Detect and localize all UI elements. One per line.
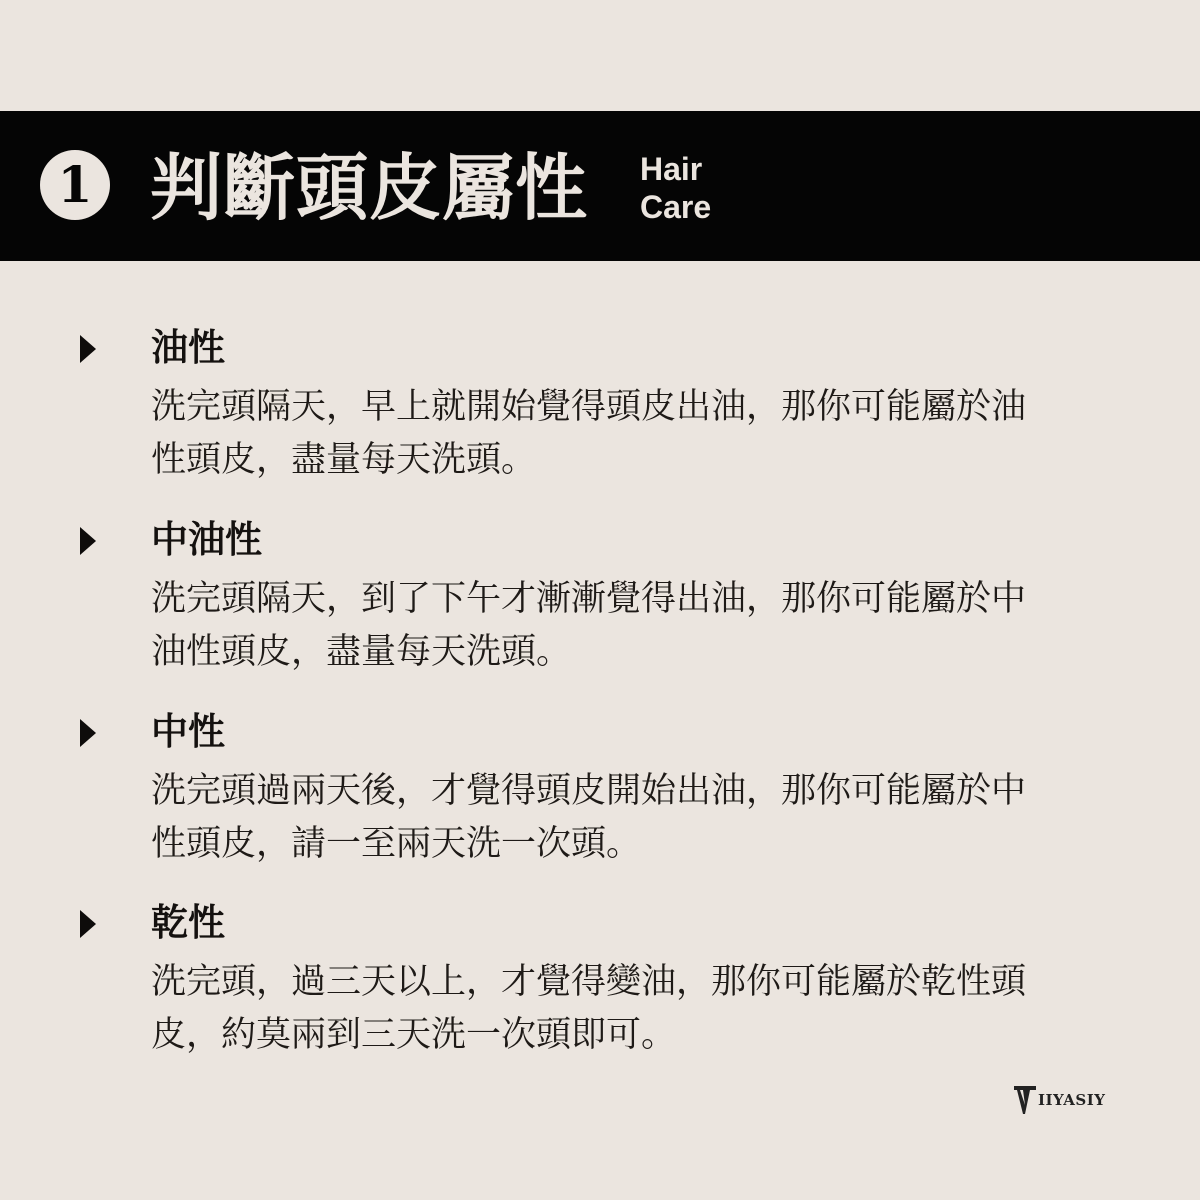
section-heading: 乾性 [151,901,225,944]
section-body-line: 油性頭皮，盡量每天洗頭。 [151,632,572,672]
section-body-line: 皮，約莫兩到三天洗一次頭即可。 [151,1015,677,1055]
section-body-line: 洗完頭隔天，早上就開始覺得頭皮出油，那你可能屬於油 [151,387,1027,427]
subtitle-line-1: Hair [640,151,703,187]
section-body-line: 性頭皮，盡量每天洗頭。 [151,440,537,480]
triangle-right-icon [80,910,96,938]
section-body-line: 洗完頭隔天，到了下午才漸漸覺得出油，那你可能屬於中 [151,579,1027,619]
brand-mark-icon [1014,1083,1036,1117]
triangle-right-icon [80,527,96,555]
section-body-line: 洗完頭過兩天後，才覺得頭皮開始出油，那你可能屬於中 [151,771,1027,811]
page-title: 判斷頭皮屬性 [150,146,589,230]
section-heading: 中性 [151,710,225,753]
section-body [151,381,1056,487]
section-body [151,765,1056,871]
triangle-right-icon [80,719,96,747]
triangle-right-icon [80,335,96,363]
section-heading: 油性 [151,326,225,369]
section-heading: 中油性 [151,518,262,561]
subtitle [640,150,711,226]
brand-text: IIYASIY [1038,1091,1106,1109]
section-body-line: 洗完頭，過三天以上，才覺得變油，那你可能屬於乾性頭 [151,962,1027,1002]
section-body [151,956,1056,1062]
section-body-line: 性頭皮，請一至兩天洗一次頭。 [151,824,642,864]
subtitle-line-2: Care [640,189,712,225]
brand-logo [1014,1082,1105,1118]
section-body [151,573,1056,679]
number-badge: 1 [40,150,110,220]
